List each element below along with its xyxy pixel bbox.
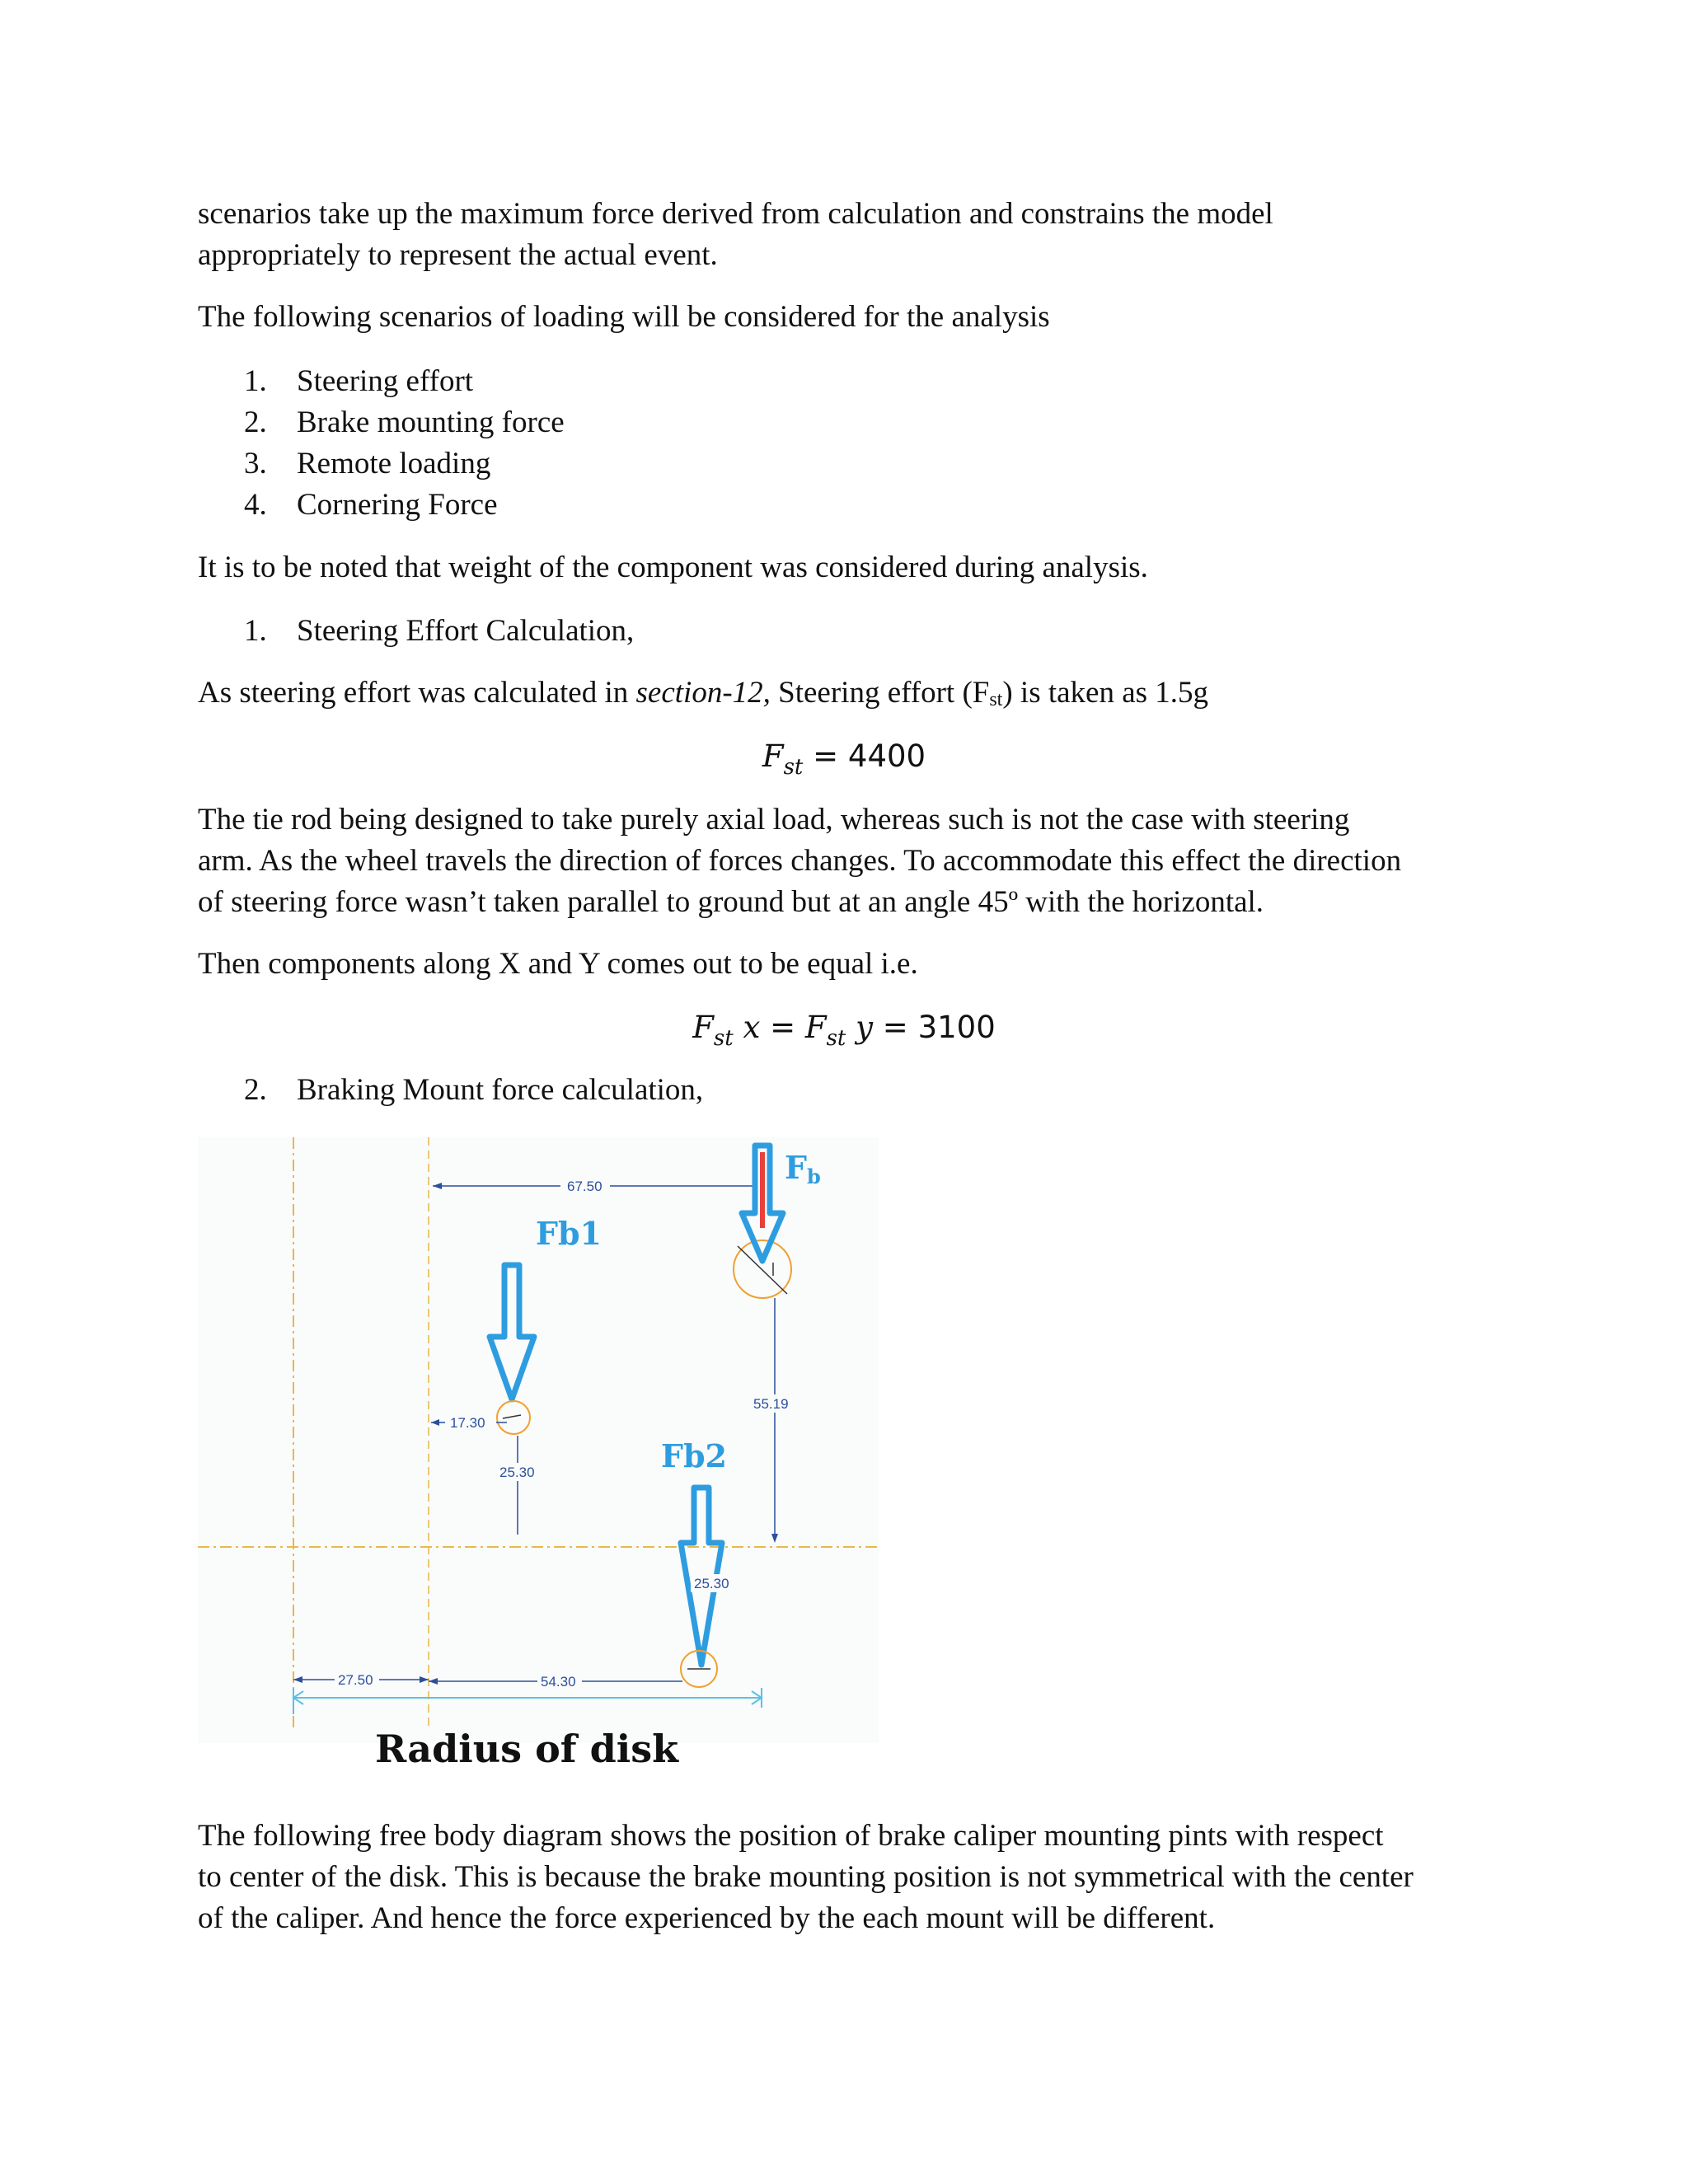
dim-27-50: 27.50	[338, 1672, 373, 1688]
label-fb2: Fb2	[661, 1437, 727, 1474]
equation-fst: $F_{st} = 4400$	[762, 738, 926, 780]
steering-paragraph: As steering effort was calculated in section-12, Steering effort (Fst) is taken as 1.5g	[198, 676, 1209, 710]
dim-17-30: 17.30	[450, 1415, 485, 1431]
force-arrow-fb1	[490, 1265, 534, 1399]
fbd-line-2: to center of the disk. This is because the brake mounting position is not symmetrical with the center	[198, 1860, 1414, 1894]
tie-rod-line-1: The tie rod being designed to take purely axial load, whereas such is not the case with steering	[198, 803, 1350, 837]
arrowhead	[431, 1419, 439, 1426]
hole-crosshair	[738, 1246, 787, 1294]
intro-line-2: appropriately to represent the actual event.	[198, 238, 718, 272]
section-2-heading	[244, 1070, 703, 1111]
dim-55-19: 55.19	[753, 1396, 789, 1412]
components-line: Then components along X and Y comes out to be equal i.e.	[198, 947, 918, 981]
scenarios-intro: The following scenarios of loading will be considered for the analysis	[198, 300, 1050, 334]
dim-54-30: 54.30	[541, 1674, 576, 1690]
intro-line-1: scenarios take up the maximum force derived from calculation and constrains the model	[198, 197, 1273, 231]
list-item: 3. Remote loading	[244, 447, 491, 480]
label-fb1: Fb1	[536, 1215, 602, 1252]
list-item: 2. Brake mounting force	[244, 405, 565, 439]
list-item: 1. Steering effort	[244, 364, 474, 398]
diagram-caption: Radius of disk	[375, 1727, 678, 1771]
list-item: 4. Cornering Force	[244, 488, 498, 522]
arrowhead	[433, 1183, 442, 1189]
hole-crosshair	[503, 1415, 521, 1418]
label-fb: Fb	[785, 1149, 821, 1188]
section-1-heading	[244, 611, 634, 652]
brake-mount-diagram	[198, 1137, 879, 1743]
dim-25-30-left: 25.30	[499, 1465, 535, 1480]
tie-rod-line-2: arm. As the wheel travels the direction of forces changes. To accommodate this effect the direction	[198, 844, 1402, 878]
arrowhead	[420, 1676, 429, 1683]
dim-25-30-right: 25.30	[694, 1576, 729, 1591]
diagram-svg	[198, 1137, 879, 1743]
weight-note: It is to be noted that weight of the component was considered during analysis.	[198, 551, 1148, 584]
fbd-line-1: The following free body diagram shows the position of brake caliper mounting pints with respect	[198, 1819, 1384, 1853]
arrowhead	[429, 1678, 438, 1685]
dim-67-50: 67.50	[567, 1179, 603, 1194]
arrowhead	[293, 1676, 302, 1683]
fbd-line-3: of the caliper. And hence the force experienced by the each mount will be different.	[198, 1901, 1216, 1935]
mount-hole-fb1	[497, 1401, 530, 1434]
arrowhead	[771, 1534, 778, 1543]
equation-components: $F_{st}$ $x = F_{st}$ y = 3100	[692, 1010, 996, 1051]
list-item: 2. Braking Mount force calculation,	[244, 1073, 704, 1107]
scenario-list	[244, 361, 565, 526]
list-item: 1. Steering Effort Calculation,	[244, 614, 635, 648]
tie-rod-line-3: of steering force wasn’t taken parallel to ground but at an angle 45º with the horizontal.	[198, 885, 1264, 919]
